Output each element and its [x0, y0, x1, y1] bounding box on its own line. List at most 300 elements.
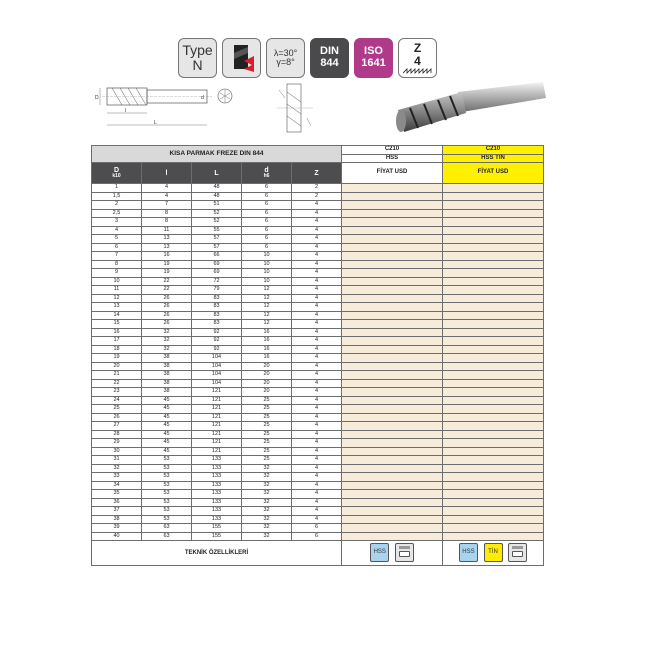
table-cell: 13: [142, 243, 192, 252]
table-cell: 104: [192, 354, 242, 363]
price-cell[interactable]: [443, 286, 544, 295]
price-cell[interactable]: [342, 447, 443, 456]
product-1-code: C210: [342, 146, 443, 155]
price-cell[interactable]: [342, 405, 443, 414]
price-cell[interactable]: [443, 226, 544, 235]
table-cell: 23: [92, 388, 142, 397]
price-cell[interactable]: [443, 507, 544, 516]
table-row: [92, 430, 544, 439]
table-cell: 52: [192, 218, 242, 227]
price-cell[interactable]: [342, 235, 443, 244]
table-row: [92, 345, 544, 354]
price-cell[interactable]: [342, 524, 443, 533]
price-cell[interactable]: [342, 218, 443, 227]
table-cell: 121: [192, 439, 242, 448]
table-cell: 133: [192, 481, 242, 490]
coating-cutter-icon: [222, 38, 261, 78]
table-cell: 32: [242, 507, 292, 516]
table-row: [92, 490, 544, 499]
product-2-price-header: FİYAT USD: [443, 163, 544, 184]
table-cell: 25: [242, 422, 292, 431]
iso-badge: [354, 38, 393, 78]
price-cell[interactable]: [342, 464, 443, 473]
table-cell: 32: [242, 490, 292, 499]
table-cell: 38: [142, 388, 192, 397]
table-row: [92, 218, 544, 227]
col-header-L: L: [192, 163, 242, 184]
table-cell: 12: [242, 286, 292, 295]
col-header-D: D k10: [92, 163, 142, 184]
table-row: [92, 439, 544, 448]
table-cell: 12: [242, 320, 292, 329]
end-mill-technical-drawing: [92, 80, 242, 135]
table-cell: 32: [242, 524, 292, 533]
table-cell: 2: [92, 201, 142, 210]
price-cell[interactable]: [342, 311, 443, 320]
price-cell[interactable]: [443, 252, 544, 261]
table-cell: 26: [142, 311, 192, 320]
price-cell[interactable]: [443, 371, 544, 380]
table-cell: 32: [142, 328, 192, 337]
price-cell[interactable]: [342, 243, 443, 252]
product-1-spec-icons: [342, 541, 443, 566]
price-cell[interactable]: [443, 362, 544, 371]
table-cell: 121: [192, 422, 242, 431]
price-cell[interactable]: [443, 260, 544, 269]
price-cell[interactable]: [443, 235, 544, 244]
table-cell: 57: [192, 243, 242, 252]
tin-coating-icon: TİN: [484, 543, 503, 562]
table-cell: 53: [142, 498, 192, 507]
table-cell: 4: [292, 490, 342, 499]
shank-icon: [508, 543, 527, 562]
table-cell: 45: [142, 430, 192, 439]
price-cell[interactable]: [342, 337, 443, 346]
table-cell: 22: [142, 277, 192, 286]
table-cell: 20: [242, 388, 292, 397]
price-cell[interactable]: [342, 473, 443, 482]
table-cell: 22: [92, 379, 142, 388]
price-cell[interactable]: [342, 396, 443, 405]
price-cell[interactable]: [443, 481, 544, 490]
table-cell: 1,5: [92, 192, 142, 201]
table-cell: 25: [92, 405, 142, 414]
table-cell: 45: [142, 422, 192, 431]
table-cell: 11: [142, 226, 192, 235]
table-cell: 83: [192, 320, 242, 329]
table-cell: 63: [142, 524, 192, 533]
table-cell: 4: [292, 498, 342, 507]
table-cell: 48: [192, 184, 242, 193]
flute-count-value: 4: [414, 54, 421, 68]
table-row: [92, 320, 544, 329]
spec-badges: [178, 38, 437, 78]
table-cell: 104: [192, 371, 242, 380]
price-cell[interactable]: [342, 260, 443, 269]
price-cell[interactable]: [342, 328, 443, 337]
price-cell[interactable]: [443, 337, 544, 346]
table-cell: 25: [242, 405, 292, 414]
table-cell: 53: [142, 473, 192, 482]
table-row: [92, 464, 544, 473]
table-cell: 38: [92, 515, 142, 524]
table-cell: 7: [142, 201, 192, 210]
price-cell[interactable]: [342, 320, 443, 329]
table-cell: 92: [192, 328, 242, 337]
table-cell: 53: [142, 464, 192, 473]
table-cell: 25: [242, 439, 292, 448]
flute-count-badge: [398, 38, 437, 78]
price-cell[interactable]: [342, 532, 443, 541]
table-row: [92, 354, 544, 363]
price-cell[interactable]: [342, 345, 443, 354]
table-cell: 52: [192, 209, 242, 218]
price-cell[interactable]: [342, 413, 443, 422]
table-cell: 53: [142, 456, 192, 465]
table-row: [92, 252, 544, 261]
table-cell: 4: [292, 413, 342, 422]
table-cell: 53: [142, 507, 192, 516]
price-cell[interactable]: [342, 184, 443, 193]
price-cell[interactable]: [342, 294, 443, 303]
table-cell: 4: [142, 184, 192, 193]
table-cell: 16: [242, 328, 292, 337]
table-cell: 57: [192, 235, 242, 244]
table-cell: 14: [92, 311, 142, 320]
price-cell[interactable]: [342, 388, 443, 397]
price-cell[interactable]: [443, 294, 544, 303]
table-cell: 4: [292, 464, 342, 473]
price-cell[interactable]: [443, 413, 544, 422]
table-cell: 83: [192, 303, 242, 312]
price-cell[interactable]: [342, 303, 443, 312]
price-cell[interactable]: [443, 447, 544, 456]
table-cell: 6: [242, 243, 292, 252]
table-cell: 2: [292, 184, 342, 193]
table-row: [92, 524, 544, 533]
price-cell[interactable]: [443, 311, 544, 320]
price-cell[interactable]: [443, 473, 544, 482]
price-cell[interactable]: [342, 515, 443, 524]
table-row: [92, 294, 544, 303]
price-cell[interactable]: [443, 464, 544, 473]
table-cell: 4: [292, 320, 342, 329]
table-cell: 121: [192, 430, 242, 439]
price-cell[interactable]: [443, 422, 544, 431]
table-cell: 4: [292, 277, 342, 286]
table-cell: 19: [142, 269, 192, 278]
table-cell: 66: [192, 252, 242, 261]
table-cell: 32: [242, 532, 292, 541]
table-cell: 32: [242, 481, 292, 490]
price-cell[interactable]: [443, 405, 544, 414]
type-badge-value: N: [192, 57, 203, 73]
table-cell: 34: [92, 481, 142, 490]
price-cell[interactable]: [342, 430, 443, 439]
table-cell: 1: [92, 184, 142, 193]
din-label: DIN: [320, 45, 339, 58]
price-cell[interactable]: [443, 345, 544, 354]
table-row: [92, 481, 544, 490]
table-cell: 4: [292, 252, 342, 261]
price-cell[interactable]: [342, 354, 443, 363]
table-cell: 45: [142, 396, 192, 405]
table-cell: 83: [192, 311, 242, 320]
product-2-code: C210: [443, 146, 544, 155]
table-cell: 2: [292, 192, 342, 201]
product-1-price-header: FİYAT USD: [342, 163, 443, 184]
table-cell: 4: [292, 507, 342, 516]
table-cell: 16: [242, 354, 292, 363]
table-cell: 26: [142, 303, 192, 312]
product-2-spec-icons: [443, 541, 544, 566]
drawing-l-label: l: [125, 108, 127, 114]
table-cell: 25: [242, 430, 292, 439]
price-cell[interactable]: [342, 379, 443, 388]
table-cell: 121: [192, 388, 242, 397]
table-row: [92, 260, 544, 269]
price-cell[interactable]: [443, 192, 544, 201]
price-cell[interactable]: [342, 481, 443, 490]
shank-icon: [395, 543, 414, 562]
table-row: [92, 337, 544, 346]
table-cell: 12: [242, 311, 292, 320]
price-cell[interactable]: [443, 303, 544, 312]
price-cell[interactable]: [443, 524, 544, 533]
table-row: [92, 243, 544, 252]
table-cell: 53: [142, 481, 192, 490]
table-cell: 6: [242, 235, 292, 244]
table-cell: 4: [292, 430, 342, 439]
table-cell: 27: [92, 422, 142, 431]
table-cell: 25: [242, 447, 292, 456]
table-row: [92, 226, 544, 235]
price-cell[interactable]: [443, 379, 544, 388]
table-cell: 6: [242, 209, 292, 218]
table-cell: 4: [292, 362, 342, 371]
price-cell[interactable]: [443, 354, 544, 363]
price-cell[interactable]: [443, 328, 544, 337]
table-cell: 6: [242, 192, 292, 201]
table-row: [92, 405, 544, 414]
table-cell: 4: [292, 286, 342, 295]
table-cell: 4: [292, 447, 342, 456]
table-cell: 4: [292, 388, 342, 397]
table-cell: 26: [142, 294, 192, 303]
price-cell[interactable]: [342, 286, 443, 295]
price-cell[interactable]: [443, 430, 544, 439]
table-cell: 10: [242, 277, 292, 286]
table-row: [92, 379, 544, 388]
table-row: [92, 498, 544, 507]
table-cell: 32: [242, 464, 292, 473]
price-cell[interactable]: [443, 269, 544, 278]
price-cell[interactable]: [443, 218, 544, 227]
table-cell: 4: [292, 473, 342, 482]
table-cell: 8: [92, 260, 142, 269]
price-cell[interactable]: [443, 201, 544, 210]
table-cell: 4: [292, 226, 342, 235]
table-cell: 55: [192, 226, 242, 235]
table-cell: 69: [192, 260, 242, 269]
table-cell: 4: [292, 294, 342, 303]
table-cell: 10: [242, 252, 292, 261]
table-cell: 38: [142, 362, 192, 371]
table-cell: 20: [242, 371, 292, 380]
price-cell[interactable]: [342, 456, 443, 465]
table-row: [92, 311, 544, 320]
table-cell: 133: [192, 456, 242, 465]
table-cell: 16: [242, 337, 292, 346]
table-cell: 22: [142, 286, 192, 295]
table-cell: 31: [92, 456, 142, 465]
din-value: 844: [320, 57, 339, 69]
table-cell: 4: [292, 515, 342, 524]
price-cell[interactable]: [342, 277, 443, 286]
hss-icon: HSS: [459, 543, 478, 562]
table-cell: 20: [242, 379, 292, 388]
table-cell: 104: [192, 379, 242, 388]
table-cell: 38: [142, 371, 192, 380]
price-cell[interactable]: [342, 192, 443, 201]
table-cell: 92: [192, 345, 242, 354]
table-row: [92, 422, 544, 431]
table-cell: 4: [142, 192, 192, 201]
price-cell[interactable]: [342, 507, 443, 516]
flute-count-label: Z: [413, 41, 422, 56]
table-cell: 121: [192, 413, 242, 422]
table-row: [92, 456, 544, 465]
col-header-Z: Z: [292, 163, 342, 184]
helix-angle-text: λ=30°: [273, 47, 298, 58]
drawing-L-label: L: [154, 120, 157, 126]
table-cell: 24: [92, 396, 142, 405]
price-cell[interactable]: [443, 388, 544, 397]
price-cell[interactable]: [443, 320, 544, 329]
table-cell: 28: [92, 430, 142, 439]
cutting-profile-icon: [275, 82, 315, 137]
price-cell[interactable]: [443, 277, 544, 286]
table-cell: 133: [192, 515, 242, 524]
table-cell: 17: [92, 337, 142, 346]
table-cell: 121: [192, 447, 242, 456]
price-cell[interactable]: [342, 490, 443, 499]
table-cell: 32: [242, 498, 292, 507]
table-row: [92, 396, 544, 405]
price-cell[interactable]: [342, 252, 443, 261]
price-cell[interactable]: [443, 396, 544, 405]
table-cell: 4: [292, 311, 342, 320]
table-cell: 12: [92, 294, 142, 303]
table-cell: 32: [142, 345, 192, 354]
table-title: KISA PARMAK FREZE DIN 844: [92, 146, 342, 163]
table-cell: 8: [142, 218, 192, 227]
table-cell: 6: [292, 524, 342, 533]
table-cell: 5: [92, 235, 142, 244]
price-cell[interactable]: [342, 209, 443, 218]
price-cell[interactable]: [342, 498, 443, 507]
table-cell: 4: [292, 396, 342, 405]
price-cell[interactable]: [342, 362, 443, 371]
type-badge: [178, 38, 217, 78]
table-cell: 12: [242, 303, 292, 312]
table-cell: 4: [292, 481, 342, 490]
table-cell: 26: [92, 413, 142, 422]
table-cell: 121: [192, 405, 242, 414]
table-row: [92, 532, 544, 541]
table-cell: 4: [292, 371, 342, 380]
price-cell[interactable]: [443, 515, 544, 524]
price-cell[interactable]: [443, 209, 544, 218]
table-cell: 4: [292, 218, 342, 227]
table-cell: 25: [242, 413, 292, 422]
price-cell[interactable]: [443, 439, 544, 448]
end-mill-photo: [388, 80, 548, 140]
price-cell[interactable]: [342, 226, 443, 235]
price-cell[interactable]: [443, 490, 544, 499]
table-cell: 37: [92, 507, 142, 516]
product-2-material: HSS TİN: [443, 154, 544, 163]
table-cell: 32: [142, 337, 192, 346]
table-cell: 36: [92, 498, 142, 507]
table-cell: 51: [192, 201, 242, 210]
helix-angle-badge: [266, 38, 305, 78]
table-cell: 53: [142, 515, 192, 524]
table-cell: 10: [242, 269, 292, 278]
price-cell[interactable]: [443, 456, 544, 465]
price-cell[interactable]: [443, 498, 544, 507]
table-row: [92, 286, 544, 295]
price-cell[interactable]: [443, 243, 544, 252]
table-row: [92, 209, 544, 218]
table-row: [92, 235, 544, 244]
table-cell: 16: [92, 328, 142, 337]
table-cell: 83: [192, 294, 242, 303]
price-cell[interactable]: [342, 201, 443, 210]
table-cell: 32: [242, 515, 292, 524]
table-row: [92, 192, 544, 201]
table-cell: 13: [92, 303, 142, 312]
price-cell[interactable]: [443, 532, 544, 541]
drawing-d-label: d: [201, 95, 204, 101]
price-cell[interactable]: [342, 371, 443, 380]
table-cell: 4: [292, 354, 342, 363]
table-cell: 4: [292, 379, 342, 388]
price-cell[interactable]: [342, 439, 443, 448]
col-header-l: l: [142, 163, 192, 184]
table-cell: 4: [292, 235, 342, 244]
table-cell: 33: [92, 473, 142, 482]
table-cell: 18: [92, 345, 142, 354]
table-cell: 4: [292, 405, 342, 414]
price-cell[interactable]: [443, 184, 544, 193]
table-row: [92, 277, 544, 286]
price-cell[interactable]: [342, 269, 443, 278]
col-header-d: d h6: [242, 163, 292, 184]
table-cell: 4: [292, 209, 342, 218]
table-cell: 12: [242, 294, 292, 303]
table-cell: 8: [142, 209, 192, 218]
table-cell: 20: [242, 362, 292, 371]
table-cell: 133: [192, 473, 242, 482]
table-cell: 15: [92, 320, 142, 329]
table-cell: 32: [92, 464, 142, 473]
table-cell: 16: [142, 252, 192, 261]
table-cell: 4: [292, 269, 342, 278]
price-cell[interactable]: [342, 422, 443, 431]
table-cell: 4: [292, 337, 342, 346]
table-cell: 7: [92, 252, 142, 261]
